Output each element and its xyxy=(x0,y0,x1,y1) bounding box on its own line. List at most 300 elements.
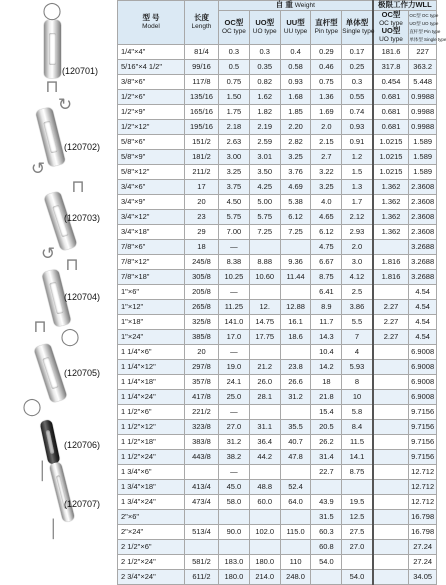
table-cell: 52.4 xyxy=(280,480,311,495)
table-cell: 2.20 xyxy=(280,120,311,135)
table-cell: 6.12 xyxy=(311,225,342,240)
table-cell: 0.74 xyxy=(342,105,373,120)
table-cell: 3.75 xyxy=(218,180,249,195)
table-cell: 4 xyxy=(342,345,373,360)
table-cell: 26.0 xyxy=(249,375,280,390)
table-cell: 38.2 xyxy=(218,450,249,465)
table-row xyxy=(118,135,437,150)
table-cell xyxy=(373,495,409,510)
table-row xyxy=(118,240,437,255)
table-row xyxy=(118,570,437,585)
table-row xyxy=(118,270,437,285)
table-cell: 2.27 xyxy=(373,330,409,345)
table-cell xyxy=(373,345,409,360)
table-row xyxy=(118,285,437,300)
table-cell: 3.0 xyxy=(342,255,373,270)
table-cell: 4.54 xyxy=(409,330,437,345)
table-row xyxy=(118,45,437,60)
table-cell: 6.67 xyxy=(311,255,342,270)
table-cell: 2.27 xyxy=(373,300,409,315)
table-cell: 31.2 xyxy=(280,390,311,405)
rod-end-icon: │ xyxy=(48,519,60,538)
hook-end-icon: ↺ xyxy=(30,159,46,178)
table-cell: 3/8"×6" xyxy=(118,75,185,90)
table-cell: 16.798 xyxy=(409,525,437,540)
table-cell: 3/4"×18" xyxy=(118,225,185,240)
table-cell: 7/8"×12" xyxy=(118,255,185,270)
table-cell: 60.3 xyxy=(311,525,342,540)
table-cell: 16.1 xyxy=(280,315,311,330)
eye-end-icon: ◯ xyxy=(42,1,62,20)
table-cell xyxy=(280,345,311,360)
table-cell: 1.589 xyxy=(409,165,437,180)
table-row xyxy=(118,330,437,345)
table-cell: 0.3 xyxy=(342,75,373,90)
header-length: 长度 Length xyxy=(184,1,218,45)
table-cell: 110 xyxy=(280,555,311,570)
table-cell: 4.50 xyxy=(218,195,249,210)
table-row xyxy=(118,120,437,135)
table-cell: 12.712 xyxy=(409,495,437,510)
table-cell: 64.0 xyxy=(280,495,311,510)
table-cell: 1 1/2"×24" xyxy=(118,450,185,465)
table-cell: 1.362 xyxy=(373,210,409,225)
table-cell: 1.69 xyxy=(311,105,342,120)
table-cell: 14.75 xyxy=(249,315,280,330)
table-cell: 19.0 xyxy=(218,360,249,375)
table-cell xyxy=(218,540,249,555)
table-cell: 248.0 xyxy=(280,570,311,585)
table-cell: 0.46 xyxy=(311,60,342,75)
table-cell: 205/8 xyxy=(184,285,218,300)
table-cell: 221/2 xyxy=(184,405,218,420)
table-cell: 14.3 xyxy=(311,330,342,345)
table-cell: 1.816 xyxy=(373,255,409,270)
table-cell: 5/16"×4 1/2" xyxy=(118,60,185,75)
table-cell: 0.93 xyxy=(342,120,373,135)
table-cell: 23 xyxy=(184,210,218,225)
table-cell: 2.3608 xyxy=(409,210,437,225)
table-cell: 4.75 xyxy=(311,240,342,255)
table-cell: 14.2 xyxy=(311,360,342,375)
table-cell: 81/4 xyxy=(184,45,218,60)
table-row xyxy=(118,90,437,105)
table-cell: 3.00 xyxy=(218,150,249,165)
table-row xyxy=(118,495,437,510)
header-weight: 自 重 Weight xyxy=(218,1,372,11)
table-cell: 2.3608 xyxy=(409,180,437,195)
table-cell: 1 3/4"×24" xyxy=(118,495,185,510)
table-cell: 1.362 xyxy=(373,225,409,240)
table-cell: 0.82 xyxy=(249,75,280,90)
table-cell: 8.75 xyxy=(311,270,342,285)
table-cell: 10.4 xyxy=(311,345,342,360)
table-row xyxy=(118,555,437,570)
table-cell: 22.7 xyxy=(311,465,342,480)
table-cell: 8.88 xyxy=(249,255,280,270)
table-cell: 21.2 xyxy=(249,360,280,375)
header-pin: 直杆型 Pin type xyxy=(311,11,342,45)
table-cell: 227 xyxy=(409,45,437,60)
hook-end-icon: ↻ xyxy=(57,95,73,114)
turnbuckle-image-1 xyxy=(44,20,61,78)
table-cell: 214.0 xyxy=(249,570,280,585)
table-cell: 180.0 xyxy=(249,555,280,570)
table-cell: 3/4"×9" xyxy=(118,195,185,210)
table-cell: 5.448 xyxy=(409,75,437,90)
table-cell: 12.88 xyxy=(280,300,311,315)
table-cell: 58.0 xyxy=(218,495,249,510)
table-cell: 12. xyxy=(249,300,280,315)
table-cell: 180.0 xyxy=(218,570,249,585)
table-cell: 413/4 xyxy=(184,480,218,495)
table-cell: 0.29 xyxy=(311,45,342,60)
hook-end-icon: ↺ xyxy=(40,244,56,263)
table-cell: 3.76 xyxy=(280,165,311,180)
table-cell: 183.0 xyxy=(218,555,249,570)
table-cell: 5/8"×12" xyxy=(118,165,185,180)
table-cell xyxy=(373,285,409,300)
table-row xyxy=(118,405,437,420)
table-cell: 54.0 xyxy=(311,555,342,570)
table-cell: 10.60 xyxy=(249,270,280,285)
table-cell: 1.589 xyxy=(409,150,437,165)
table-cell: 0.91 xyxy=(342,135,373,150)
table-row xyxy=(118,315,437,330)
header-wll-oc-uo: OC型 OC type UO型 UO type xyxy=(373,11,409,45)
table-cell xyxy=(373,465,409,480)
turnbuckle-image-6 xyxy=(40,419,61,465)
table-cell: 7/8"×18" xyxy=(118,270,185,285)
table-cell: 0.681 xyxy=(373,105,409,120)
table-cell: 20.5 xyxy=(311,420,342,435)
table-row xyxy=(118,225,437,240)
table-row xyxy=(118,255,437,270)
header-oc: OC型 OC type xyxy=(218,11,249,45)
table-cell xyxy=(249,405,280,420)
rod-end-icon: │ xyxy=(37,461,49,480)
table-cell: 0.4 xyxy=(280,45,311,60)
table-cell: 1"×6" xyxy=(118,285,185,300)
table-cell: 4.0 xyxy=(311,195,342,210)
table-cell: 11.7 xyxy=(311,315,342,330)
table-cell: 195/16 xyxy=(184,120,218,135)
table-cell: 151/2 xyxy=(184,135,218,150)
table-cell: 27.24 xyxy=(409,555,437,570)
table-cell: 1/2"×12" xyxy=(118,120,185,135)
table-cell: 0.3 xyxy=(218,45,249,60)
table-cell xyxy=(184,510,218,525)
table-cell: 5.93 xyxy=(342,360,373,375)
table-cell: 383/8 xyxy=(184,435,218,450)
table-cell: 8.75 xyxy=(342,465,373,480)
table-cell: 14.1 xyxy=(342,450,373,465)
spec-table xyxy=(117,0,446,585)
table-cell: 18 xyxy=(184,240,218,255)
table-cell: 0.9988 xyxy=(409,120,437,135)
table-cell: 513/4 xyxy=(184,525,218,540)
table-cell: 2.27 xyxy=(373,315,409,330)
table-cell: 27.0 xyxy=(342,540,373,555)
table-cell xyxy=(311,480,342,495)
table-cell: 1 3/4"×18" xyxy=(118,480,185,495)
table-cell: 357/8 xyxy=(184,375,218,390)
table-row xyxy=(118,60,437,75)
table-cell: 12.712 xyxy=(409,480,437,495)
table-cell: 48.8 xyxy=(249,480,280,495)
table-cell: 10 xyxy=(342,390,373,405)
product-code-3: (120703) xyxy=(64,213,101,223)
table-cell: 5/8"×9" xyxy=(118,150,185,165)
table-cell: 11.44 xyxy=(280,270,311,285)
table-cell: 181/2 xyxy=(184,150,218,165)
table-cell: 3.01 xyxy=(249,150,280,165)
table-cell: 2 1/2"×6" xyxy=(118,540,185,555)
table-cell: 4.54 xyxy=(409,315,437,330)
table-cell: 26.2 xyxy=(311,435,342,450)
table-cell xyxy=(249,285,280,300)
table-cell xyxy=(342,480,373,495)
header-wll: 极限工作力WLL xyxy=(373,1,437,11)
table-row xyxy=(118,360,437,375)
table-cell: 60.0 xyxy=(249,495,280,510)
table-cell: 5.75 xyxy=(218,210,249,225)
table-cell: 4.12 xyxy=(342,270,373,285)
table-cell: 2.63 xyxy=(218,135,249,150)
table-row xyxy=(118,105,437,120)
table-cell xyxy=(373,390,409,405)
table-cell: 0.3 xyxy=(249,45,280,60)
product-image-column xyxy=(0,0,117,543)
table-cell: 8.4 xyxy=(342,420,373,435)
table-cell: 0.681 xyxy=(373,120,409,135)
table-cell: 102.0 xyxy=(249,525,280,540)
table-cell: 7/8"×6" xyxy=(118,240,185,255)
table-cell: 5.00 xyxy=(249,195,280,210)
turnbuckle-image-7 xyxy=(49,461,75,522)
table-cell: 0.5 xyxy=(218,60,249,75)
table-cell xyxy=(280,240,311,255)
table-cell: 6.9008 xyxy=(409,360,437,375)
table-cell: 135/16 xyxy=(184,90,218,105)
table-row xyxy=(118,510,437,525)
product-code-1: (120701) xyxy=(62,66,99,76)
table-cell: 0.17 xyxy=(342,45,373,60)
table-cell: 3.22 xyxy=(311,165,342,180)
turnbuckle-image-5 xyxy=(33,343,67,403)
table-row xyxy=(118,420,437,435)
table-cell: 1.62 xyxy=(249,90,280,105)
table-cell: 443/8 xyxy=(184,450,218,465)
header-uo: UO型 UO type xyxy=(249,11,280,45)
table-cell: 245/8 xyxy=(184,255,218,270)
table-cell: 4.65 xyxy=(311,210,342,225)
table-cell: 1.50 xyxy=(218,90,249,105)
table-cell xyxy=(373,360,409,375)
table-cell: 31.1 xyxy=(249,420,280,435)
table-cell: 181.6 xyxy=(373,45,409,60)
table-cell: 1.3 xyxy=(342,180,373,195)
table-cell xyxy=(373,540,409,555)
table-cell: 611/2 xyxy=(184,570,218,585)
table-cell: 10.25 xyxy=(218,270,249,285)
table-cell: 11.5 xyxy=(342,435,373,450)
table-cell: 5.5 xyxy=(342,315,373,330)
table-cell: 325/8 xyxy=(184,315,218,330)
table-cell: 27.5 xyxy=(342,525,373,540)
table-cell: 43.9 xyxy=(311,495,342,510)
table-cell xyxy=(373,480,409,495)
table-cell: 5.38 xyxy=(280,195,311,210)
table-cell: 1 1/2"×12" xyxy=(118,420,185,435)
table-cell: 1/2"×9" xyxy=(118,105,185,120)
table-cell: 0.55 xyxy=(342,90,373,105)
table-cell: 6.12 xyxy=(280,210,311,225)
header-uu: UU型 UU type xyxy=(280,11,311,45)
table-cell: 115.0 xyxy=(280,525,311,540)
table-cell xyxy=(342,555,373,570)
table-cell: 2 3/4"×24" xyxy=(118,570,185,585)
table-cell xyxy=(249,540,280,555)
table-cell: 47.8 xyxy=(280,450,311,465)
table-cell: 1.0215 xyxy=(373,135,409,150)
table-cell: 1/4"×4" xyxy=(118,45,185,60)
table-cell: 3/4"×6" xyxy=(118,180,185,195)
table-cell: 6.41 xyxy=(311,285,342,300)
table-cell: 211/2 xyxy=(184,165,218,180)
table-cell xyxy=(373,570,409,585)
table-row xyxy=(118,195,437,210)
table-cell: 20 xyxy=(184,345,218,360)
table-cell: 31.4 xyxy=(311,450,342,465)
table-cell: 8 xyxy=(342,375,373,390)
table-cell: 17 xyxy=(184,180,218,195)
table-cell: 3.2688 xyxy=(409,270,437,285)
table-cell: 363.2 xyxy=(409,60,437,75)
table-cell: 2.0 xyxy=(311,120,342,135)
table-cell xyxy=(373,375,409,390)
table-cell: 12.5 xyxy=(342,510,373,525)
jaw-end-icon: ⊓ xyxy=(33,317,47,336)
table-row xyxy=(118,165,437,180)
table-cell: 23.8 xyxy=(280,360,311,375)
table-cell: 1 1/2"×6" xyxy=(118,405,185,420)
table-cell: — xyxy=(218,465,249,480)
table-row xyxy=(118,390,437,405)
header-row-1 xyxy=(118,1,437,11)
table-cell: 1/2"×6" xyxy=(118,90,185,105)
eye-end-icon: ◯ xyxy=(60,327,80,346)
table-cell: 1.816 xyxy=(373,270,409,285)
table-cell: 27.0 xyxy=(218,420,249,435)
table-cell: 1 1/4"×12" xyxy=(118,360,185,375)
table-cell: 45.0 xyxy=(218,480,249,495)
table-cell: 165/16 xyxy=(184,105,218,120)
table-cell: 1.85 xyxy=(280,105,311,120)
table-cell: 1 1/2"×18" xyxy=(118,435,185,450)
table-cell: 17.75 xyxy=(249,330,280,345)
table-cell: 1.362 xyxy=(373,195,409,210)
table-cell: 2.0 xyxy=(342,240,373,255)
table-cell xyxy=(373,405,409,420)
table-cell: 16.798 xyxy=(409,510,437,525)
table-row xyxy=(118,210,437,225)
table-cell: 2.15 xyxy=(311,135,342,150)
table-row xyxy=(118,150,437,165)
table-cell: 3.25 xyxy=(218,165,249,180)
table-cell xyxy=(280,465,311,480)
table-cell: 3.50 xyxy=(249,165,280,180)
table-cell xyxy=(373,240,409,255)
table-cell: 34.05 xyxy=(409,570,437,585)
table-cell: 2 1/2"×24" xyxy=(118,555,185,570)
table-cell: 1.5 xyxy=(342,165,373,180)
table-cell: 297/8 xyxy=(184,360,218,375)
table-cell xyxy=(184,465,218,480)
table-cell: 40.7 xyxy=(280,435,311,450)
product-code-5: (120705) xyxy=(64,368,101,378)
table-cell: 2.19 xyxy=(249,120,280,135)
table-cell: — xyxy=(218,285,249,300)
table-row xyxy=(118,375,437,390)
table-cell xyxy=(373,555,409,570)
table-cell: 7.25 xyxy=(249,225,280,240)
table-cell: 3.25 xyxy=(280,150,311,165)
table-cell: 1.0215 xyxy=(373,165,409,180)
table-cell: 28.1 xyxy=(249,390,280,405)
table-cell: 7.25 xyxy=(280,225,311,240)
product-code-4: (120704) xyxy=(64,292,101,302)
table-cell xyxy=(249,465,280,480)
table-cell: 2"×24" xyxy=(118,525,185,540)
table-row xyxy=(118,435,437,450)
table-cell: 5.75 xyxy=(249,210,280,225)
table-cell: 18 xyxy=(311,375,342,390)
table-cell xyxy=(373,525,409,540)
table-cell: 31.2 xyxy=(218,435,249,450)
table-cell xyxy=(184,540,218,555)
table-cell: 6.9008 xyxy=(409,375,437,390)
table-cell: 0.25 xyxy=(342,60,373,75)
table-cell: 417/8 xyxy=(184,390,218,405)
table-cell: 4.54 xyxy=(409,300,437,315)
table-cell: 323/8 xyxy=(184,420,218,435)
table-cell: 1.589 xyxy=(409,135,437,150)
table-cell: 9.7156 xyxy=(409,420,437,435)
table-cell: 9.7156 xyxy=(409,450,437,465)
table-row xyxy=(118,450,437,465)
table-cell: 1.0215 xyxy=(373,150,409,165)
table-cell: 2.18 xyxy=(218,120,249,135)
table-cell: 0.75 xyxy=(311,75,342,90)
header-single: 单体型 Single type xyxy=(342,11,373,45)
table-cell: 1.68 xyxy=(280,90,311,105)
table-cell: 25.0 xyxy=(218,390,249,405)
table-row xyxy=(118,465,437,480)
table-cell: 385/8 xyxy=(184,330,218,345)
table-cell: 8.9 xyxy=(311,300,342,315)
table-cell: 117/8 xyxy=(184,75,218,90)
table-cell: 1.362 xyxy=(373,180,409,195)
table-cell: 5/8"×6" xyxy=(118,135,185,150)
table-cell xyxy=(249,240,280,255)
table-row xyxy=(118,345,437,360)
table-cell: 1.2 xyxy=(342,150,373,165)
table-cell: 19.5 xyxy=(342,495,373,510)
table-cell: 2.59 xyxy=(249,135,280,150)
table-cell: 4.54 xyxy=(409,285,437,300)
table-cell: 29 xyxy=(184,225,218,240)
